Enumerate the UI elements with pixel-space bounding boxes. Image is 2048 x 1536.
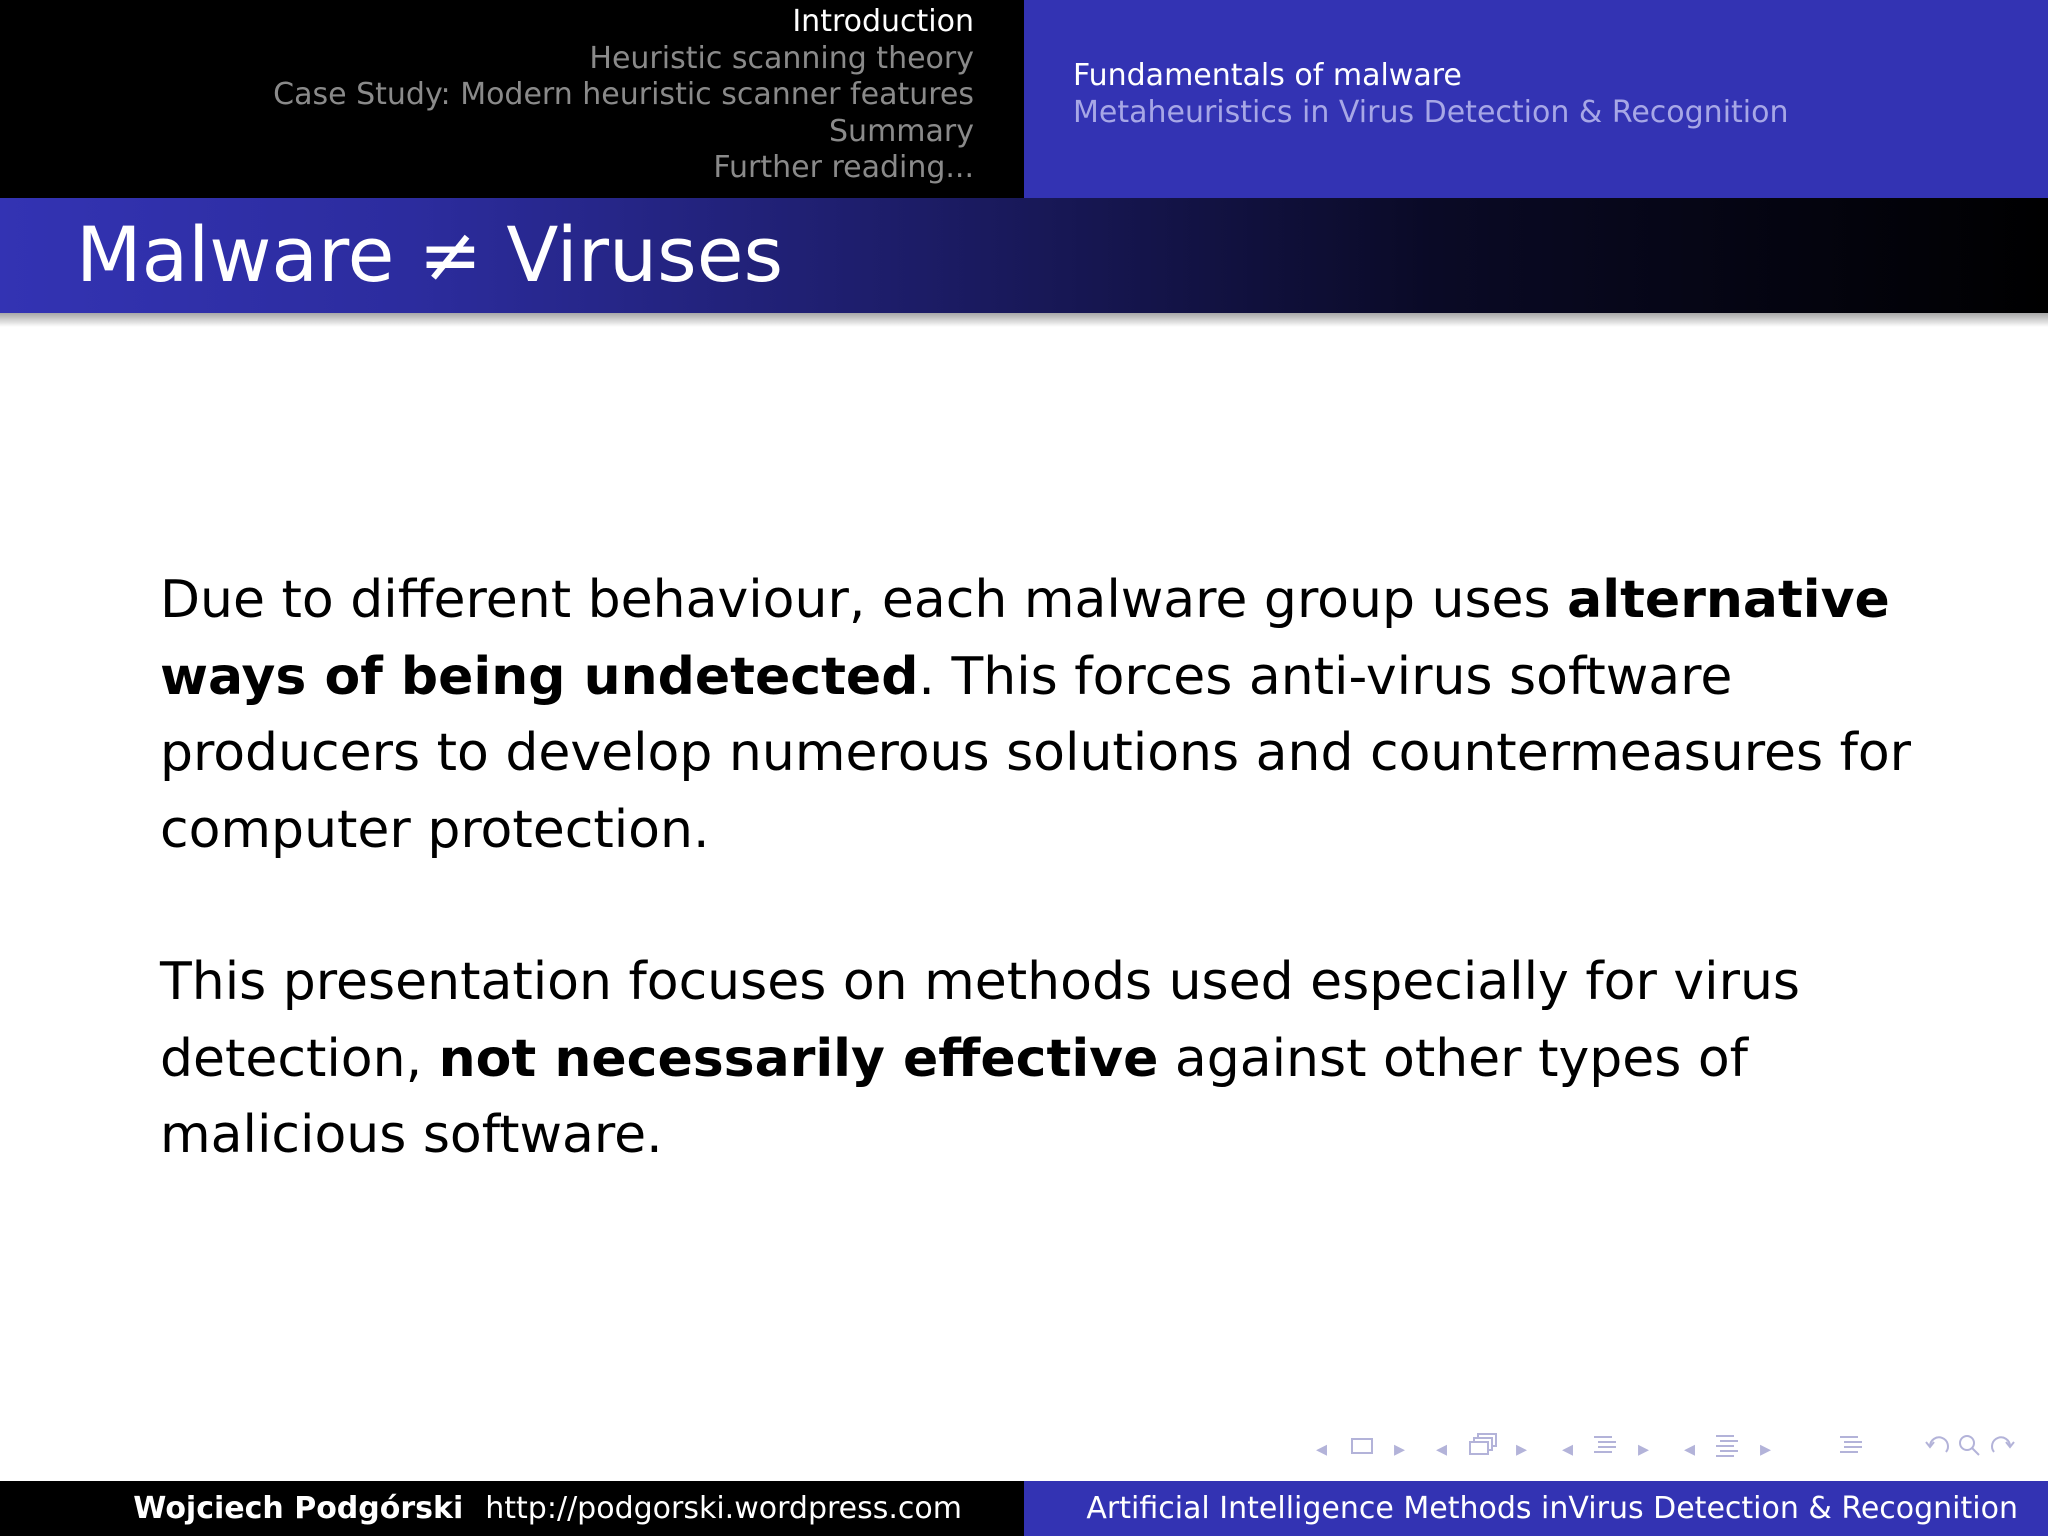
subsection-navigation — [1073, 58, 1789, 131]
subsection-prev-arrow-icon[interactable]: ◂ — [1436, 1437, 1448, 1462]
nav-prev-arrow-icon[interactable]: ◂ — [1316, 1437, 1328, 1462]
body-paragraph-2-pre: This presentation focuses on methods used especially for virus detection, — [160, 952, 1801, 1089]
slide-body — [160, 562, 1920, 1174]
subsection-icon[interactable] — [1468, 1432, 1502, 1470]
subsection-next-arrow-icon[interactable]: ▸ — [1516, 1437, 1528, 1462]
body-paragraph-1-post: . This forces anti-virus software producers to develop numerous solutions and countermeasures for computer protection. — [160, 646, 1912, 860]
subsection-link-fundamentals-of-malware[interactable]: Fundamentals of malware — [1073, 58, 1462, 93]
nav-next-arrow-icon[interactable]: ▸ — [1394, 1437, 1406, 1462]
body-paragraph-2 — [160, 944, 1920, 1174]
section-next-arrow-icon[interactable]: ▸ — [1638, 1437, 1650, 1462]
footer-url: http://podgorski.wordpress.com — [485, 1491, 962, 1526]
footer-title-panel — [1024, 1481, 2048, 1536]
body-paragraph-1-pre: Due to different behaviour, each malware group uses — [160, 570, 1568, 630]
subsection-link-metaheuristics[interactable]: Metaheuristics in Virus Detection & Recognition — [1073, 94, 1789, 130]
appendix-icon[interactable] — [1838, 1432, 1864, 1470]
footer-presentation-title: Artificial Intelligence Methods inVirus Detection & Recognition — [1086, 1491, 2018, 1526]
footer-author-panel — [0, 1481, 1024, 1536]
section-link-introduction[interactable]: Introduction — [792, 4, 974, 39]
frame-title: Malware ≠ Viruses — [76, 210, 784, 299]
body-paragraph-1-emphasis: alternative ways of being undetected — [160, 570, 1890, 707]
header-subsection-panel — [1024, 0, 2048, 198]
frame-icon[interactable] — [1350, 1432, 1374, 1468]
document-next-arrow-icon[interactable]: ▸ — [1760, 1437, 1772, 1462]
body-paragraph-2-post: against other types of malicious software. — [160, 1028, 1748, 1165]
search-icon[interactable] — [1956, 1432, 1982, 1470]
header-section-panel — [0, 0, 1024, 198]
section-link-heuristic-scanning-theory[interactable]: Heuristic scanning theory — [589, 40, 974, 76]
section-prev-arrow-icon[interactable]: ◂ — [1562, 1437, 1574, 1462]
section-link-case-study[interactable]: Case Study: Modern heuristic scanner features — [273, 77, 974, 113]
navigation-symbols — [1312, 1432, 2032, 1468]
section-link-further-reading[interactable]: Further reading... — [713, 150, 974, 186]
footer-author: Wojciech Podgórski — [133, 1491, 464, 1526]
section-icon[interactable] — [1592, 1432, 1618, 1470]
back-icon[interactable] — [1924, 1432, 1952, 1470]
frame-title-shadow — [0, 313, 2048, 327]
footer-author-line — [133, 1481, 962, 1536]
body-paragraph-2-emphasis: not necessarily effective — [438, 1028, 1159, 1089]
forward-icon[interactable] — [1988, 1432, 2016, 1470]
body-paragraph-1 — [160, 562, 1920, 868]
section-link-summary[interactable]: Summary — [829, 113, 974, 149]
section-navigation — [273, 4, 974, 187]
document-icon[interactable] — [1714, 1432, 1740, 1470]
document-prev-arrow-icon[interactable]: ◂ — [1684, 1437, 1696, 1462]
